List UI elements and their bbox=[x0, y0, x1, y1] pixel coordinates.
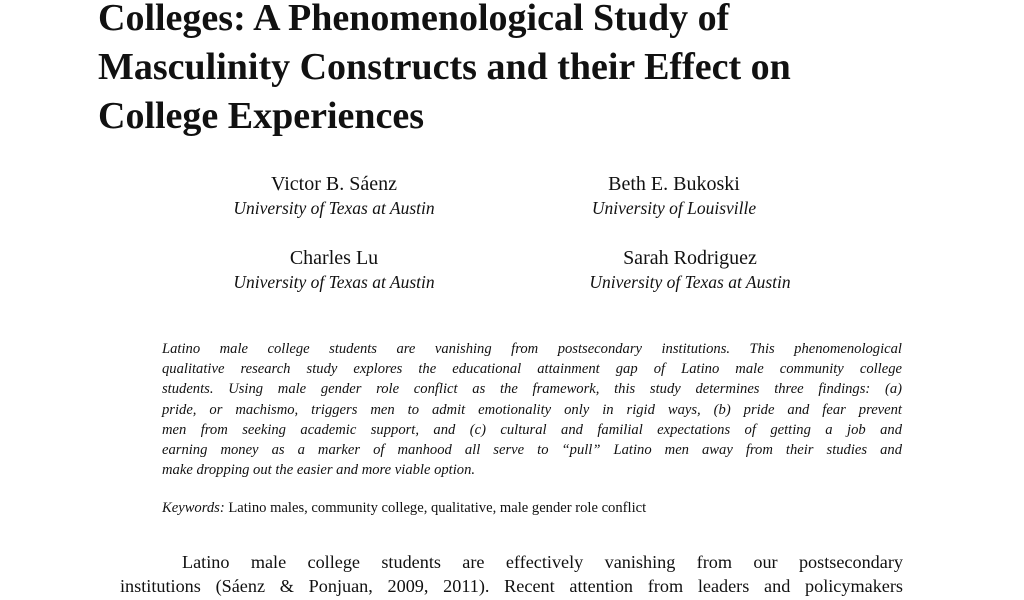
author-name: Charles Lu bbox=[289, 247, 379, 269]
author-name: Victor B. Sáenz bbox=[271, 173, 397, 195]
body-line: institutions (Sáenz & Ponjuan, 2009, 2011). Recent attention from leaders and policymakers bbox=[120, 576, 903, 596]
abstract-line: earning money as a marker of manhood all serve to “pull” Latino men away from their studies and bbox=[162, 442, 902, 459]
author-affiliation: University of Texas at Austin bbox=[233, 198, 435, 218]
keywords-text: Latino males, community college, qualitative, male gender role conflict bbox=[224, 500, 647, 516]
author-affiliation: University of Texas at Austin bbox=[233, 272, 435, 292]
author-affiliation: University of Louisville bbox=[591, 198, 757, 218]
abstract bbox=[162, 339, 902, 480]
keywords bbox=[162, 498, 902, 518]
author-affiliation: University of Texas at Austin bbox=[589, 272, 791, 292]
title-line: Masculinity Constructs and their Effect on bbox=[98, 46, 791, 88]
abstract-line: Latino male college students are vanishing from postsecondary institutions. This phenomenological bbox=[162, 341, 902, 357]
abstract-line: students. Using male gender role conflict as the framework, this study determines three findings: (a) bbox=[162, 381, 902, 398]
title-line: College Experiences bbox=[98, 95, 425, 137]
author-name: Beth E. Bukoski bbox=[608, 173, 740, 195]
body-paragraph bbox=[120, 550, 903, 598]
author-block bbox=[184, 246, 484, 294]
author-block bbox=[540, 246, 840, 294]
abstract-line: make dropping out the easier and more viable option. bbox=[162, 462, 476, 479]
body-line: Latino male college students are effectively vanishing from our postsecondary bbox=[182, 552, 903, 572]
abstract-line: qualitative research study explores the educational attainment gap of Latino male community college bbox=[162, 361, 902, 378]
title-line: Colleges: A Phenomenological Study of bbox=[98, 0, 730, 39]
author-name: Sarah Rodriguez bbox=[623, 247, 757, 269]
paper-title bbox=[98, 0, 978, 141]
abstract-line: men from seeking academic support, and (c) cultural and familial expectations of getting a job and bbox=[162, 421, 902, 438]
author-block bbox=[184, 172, 484, 220]
abstract-line: pride, or machismo, triggers men to admit emotionality only in rigid ways, (b) pride and fear prevent bbox=[162, 401, 902, 418]
author-block bbox=[524, 172, 824, 220]
keywords-label: Keywords: bbox=[162, 500, 225, 516]
